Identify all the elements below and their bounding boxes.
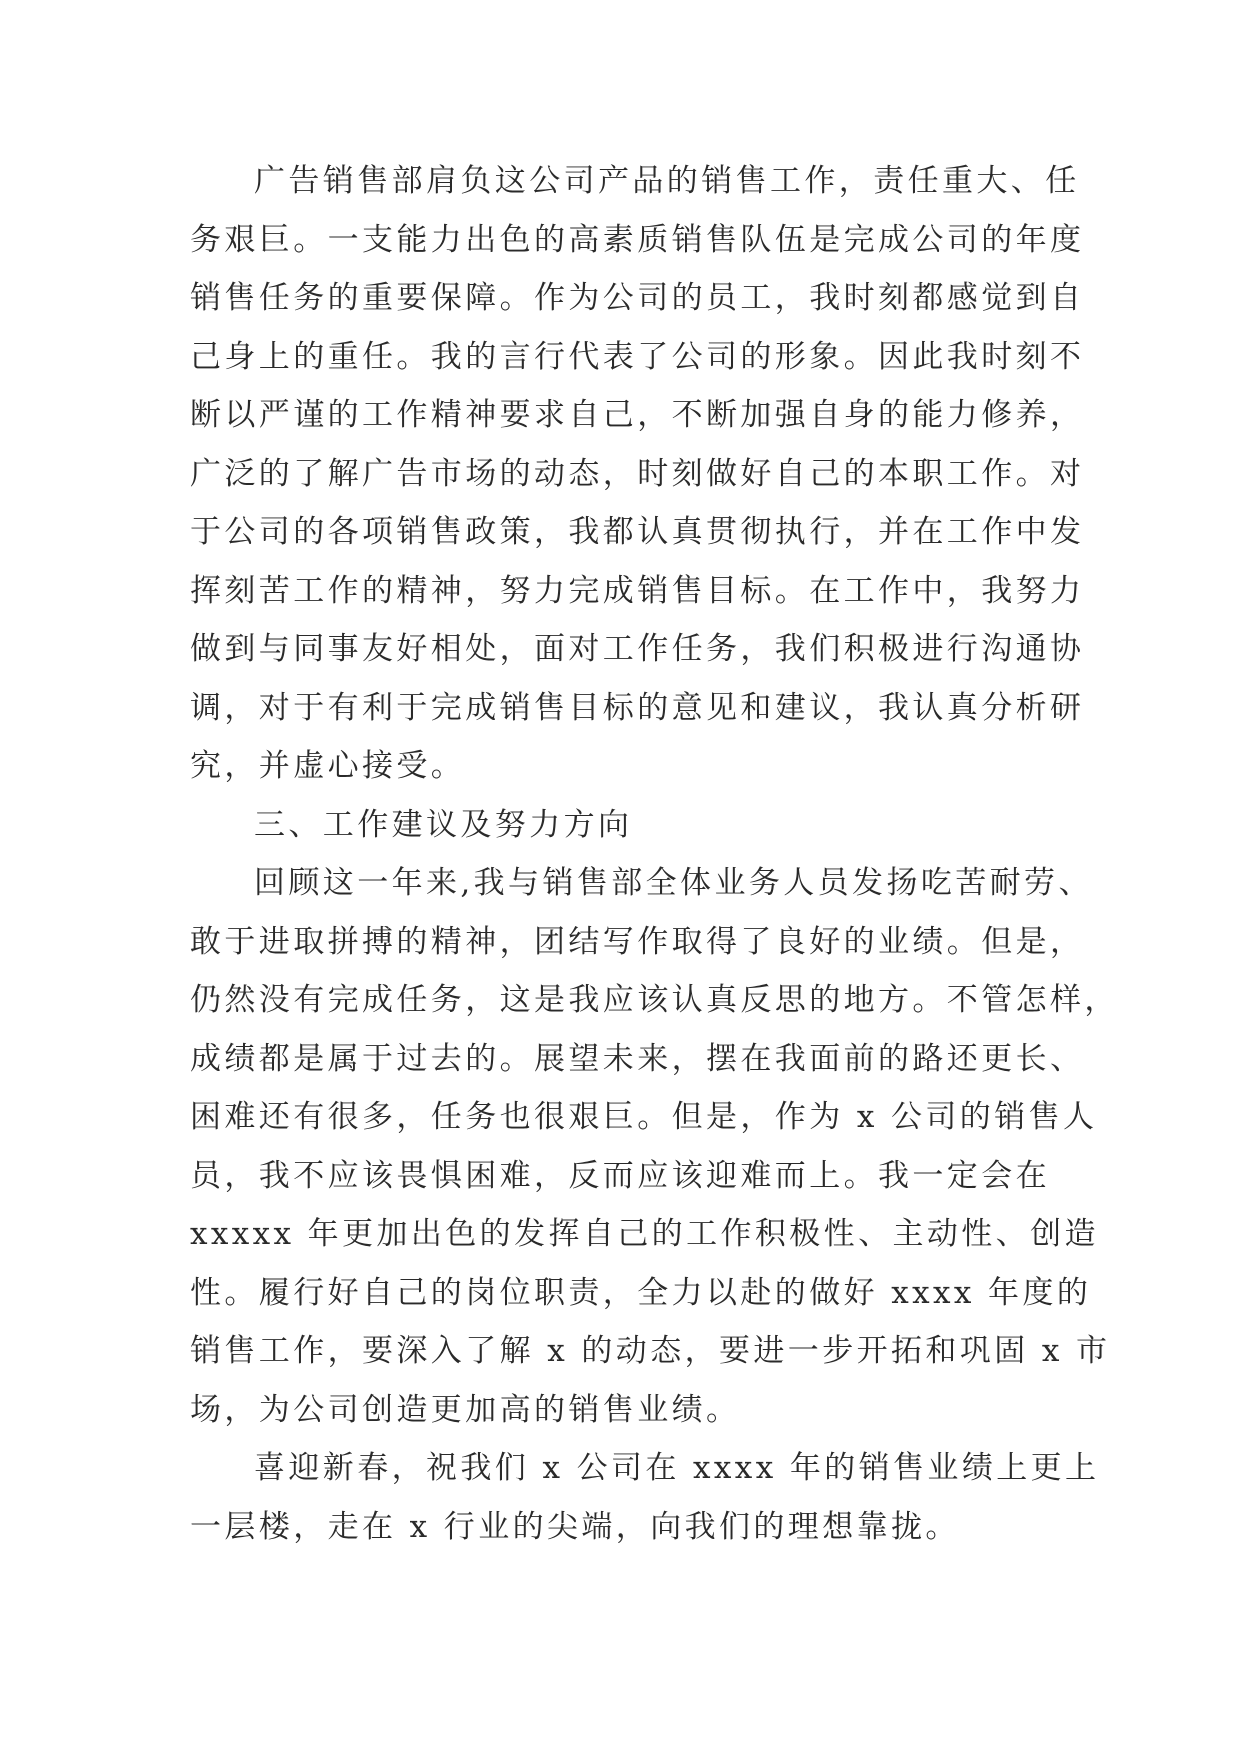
text-line: 究，并虚心接受。 — [190, 748, 466, 784]
text-line: xxxxx 年更加出色的发挥自己的工作积极性、主动性、创造 — [190, 1216, 1099, 1252]
text-line: 己身上的重任。我的言行代表了公司的形象。因此我时刻不 — [190, 338, 1085, 375]
text-line: 销售任务的重要保障。作为公司的员工，我时刻都感觉到自 — [190, 280, 1085, 316]
text-line: 务艰巨。一支能力出色的高素质销售队伍是完成公司的年度 — [190, 221, 1085, 258]
text-line: 断以严谨的工作精神要求自己，不断加强自身的能力修养， — [190, 397, 1085, 433]
text-line: 挥刻苦工作的精神，努力完成销售目标。在工作中，我努力 — [190, 572, 1085, 609]
document-body — [190, 152, 1119, 1556]
text-line: 广告销售部肩负这公司产品的销售工作，责任重大、任 — [254, 163, 1080, 199]
text-line: 性。履行好自己的岗位职责，全力以赴的做好 xxxx 年度的 — [190, 1274, 1092, 1311]
text-line: 一层楼，走在 x 行业的尖端，向我们的理想靠拢。 — [190, 1508, 960, 1545]
text-line: 做到与同事友好相处，面对工作任务，我们积极进行沟通协 — [190, 631, 1085, 667]
text-line: 回顾这一年来,我与销售部全体业务人员发扬吃苦耐劳、 — [254, 865, 1093, 901]
text-line: 困难还有很多，任务也很艰巨。但是，作为 x 公司的销售人 — [190, 1099, 1098, 1135]
text-line: 场，为公司创造更加高的销售业绩。 — [190, 1391, 741, 1428]
text-line: 广泛的了解广告市场的动态，时刻做好自己的本职工作。对 — [190, 455, 1085, 492]
text-line: 喜迎新春，祝我们 x 公司在 xxxx 年的销售业绩上更上 — [254, 1450, 1100, 1486]
text-line: 调，对于有利于完成销售目标的意见和建议，我认真分析研 — [190, 689, 1085, 726]
section-heading: 三、工作建议及努力方向 — [254, 806, 633, 843]
text-line: 成绩都是属于过去的。展望未来，摆在我面前的路还更长、 — [190, 1040, 1085, 1077]
text-line: 于公司的各项销售政策，我都认真贯彻执行，并在工作中发 — [190, 514, 1085, 550]
text-line: 员，我不应该畏惧困难，反而应该迎难而上。我一定会在 — [190, 1157, 1050, 1194]
text-line: 仍然没有完成任务，这是我应该认真反思的地方。不管怎样， — [190, 982, 1119, 1018]
text-line: 销售工作，要深入了解 x 的动态，要进一步开拓和巩固 x 市 — [190, 1333, 1111, 1369]
text-line: 敢于进取拼搏的精神，团结写作取得了良好的业绩。但是， — [190, 923, 1085, 960]
